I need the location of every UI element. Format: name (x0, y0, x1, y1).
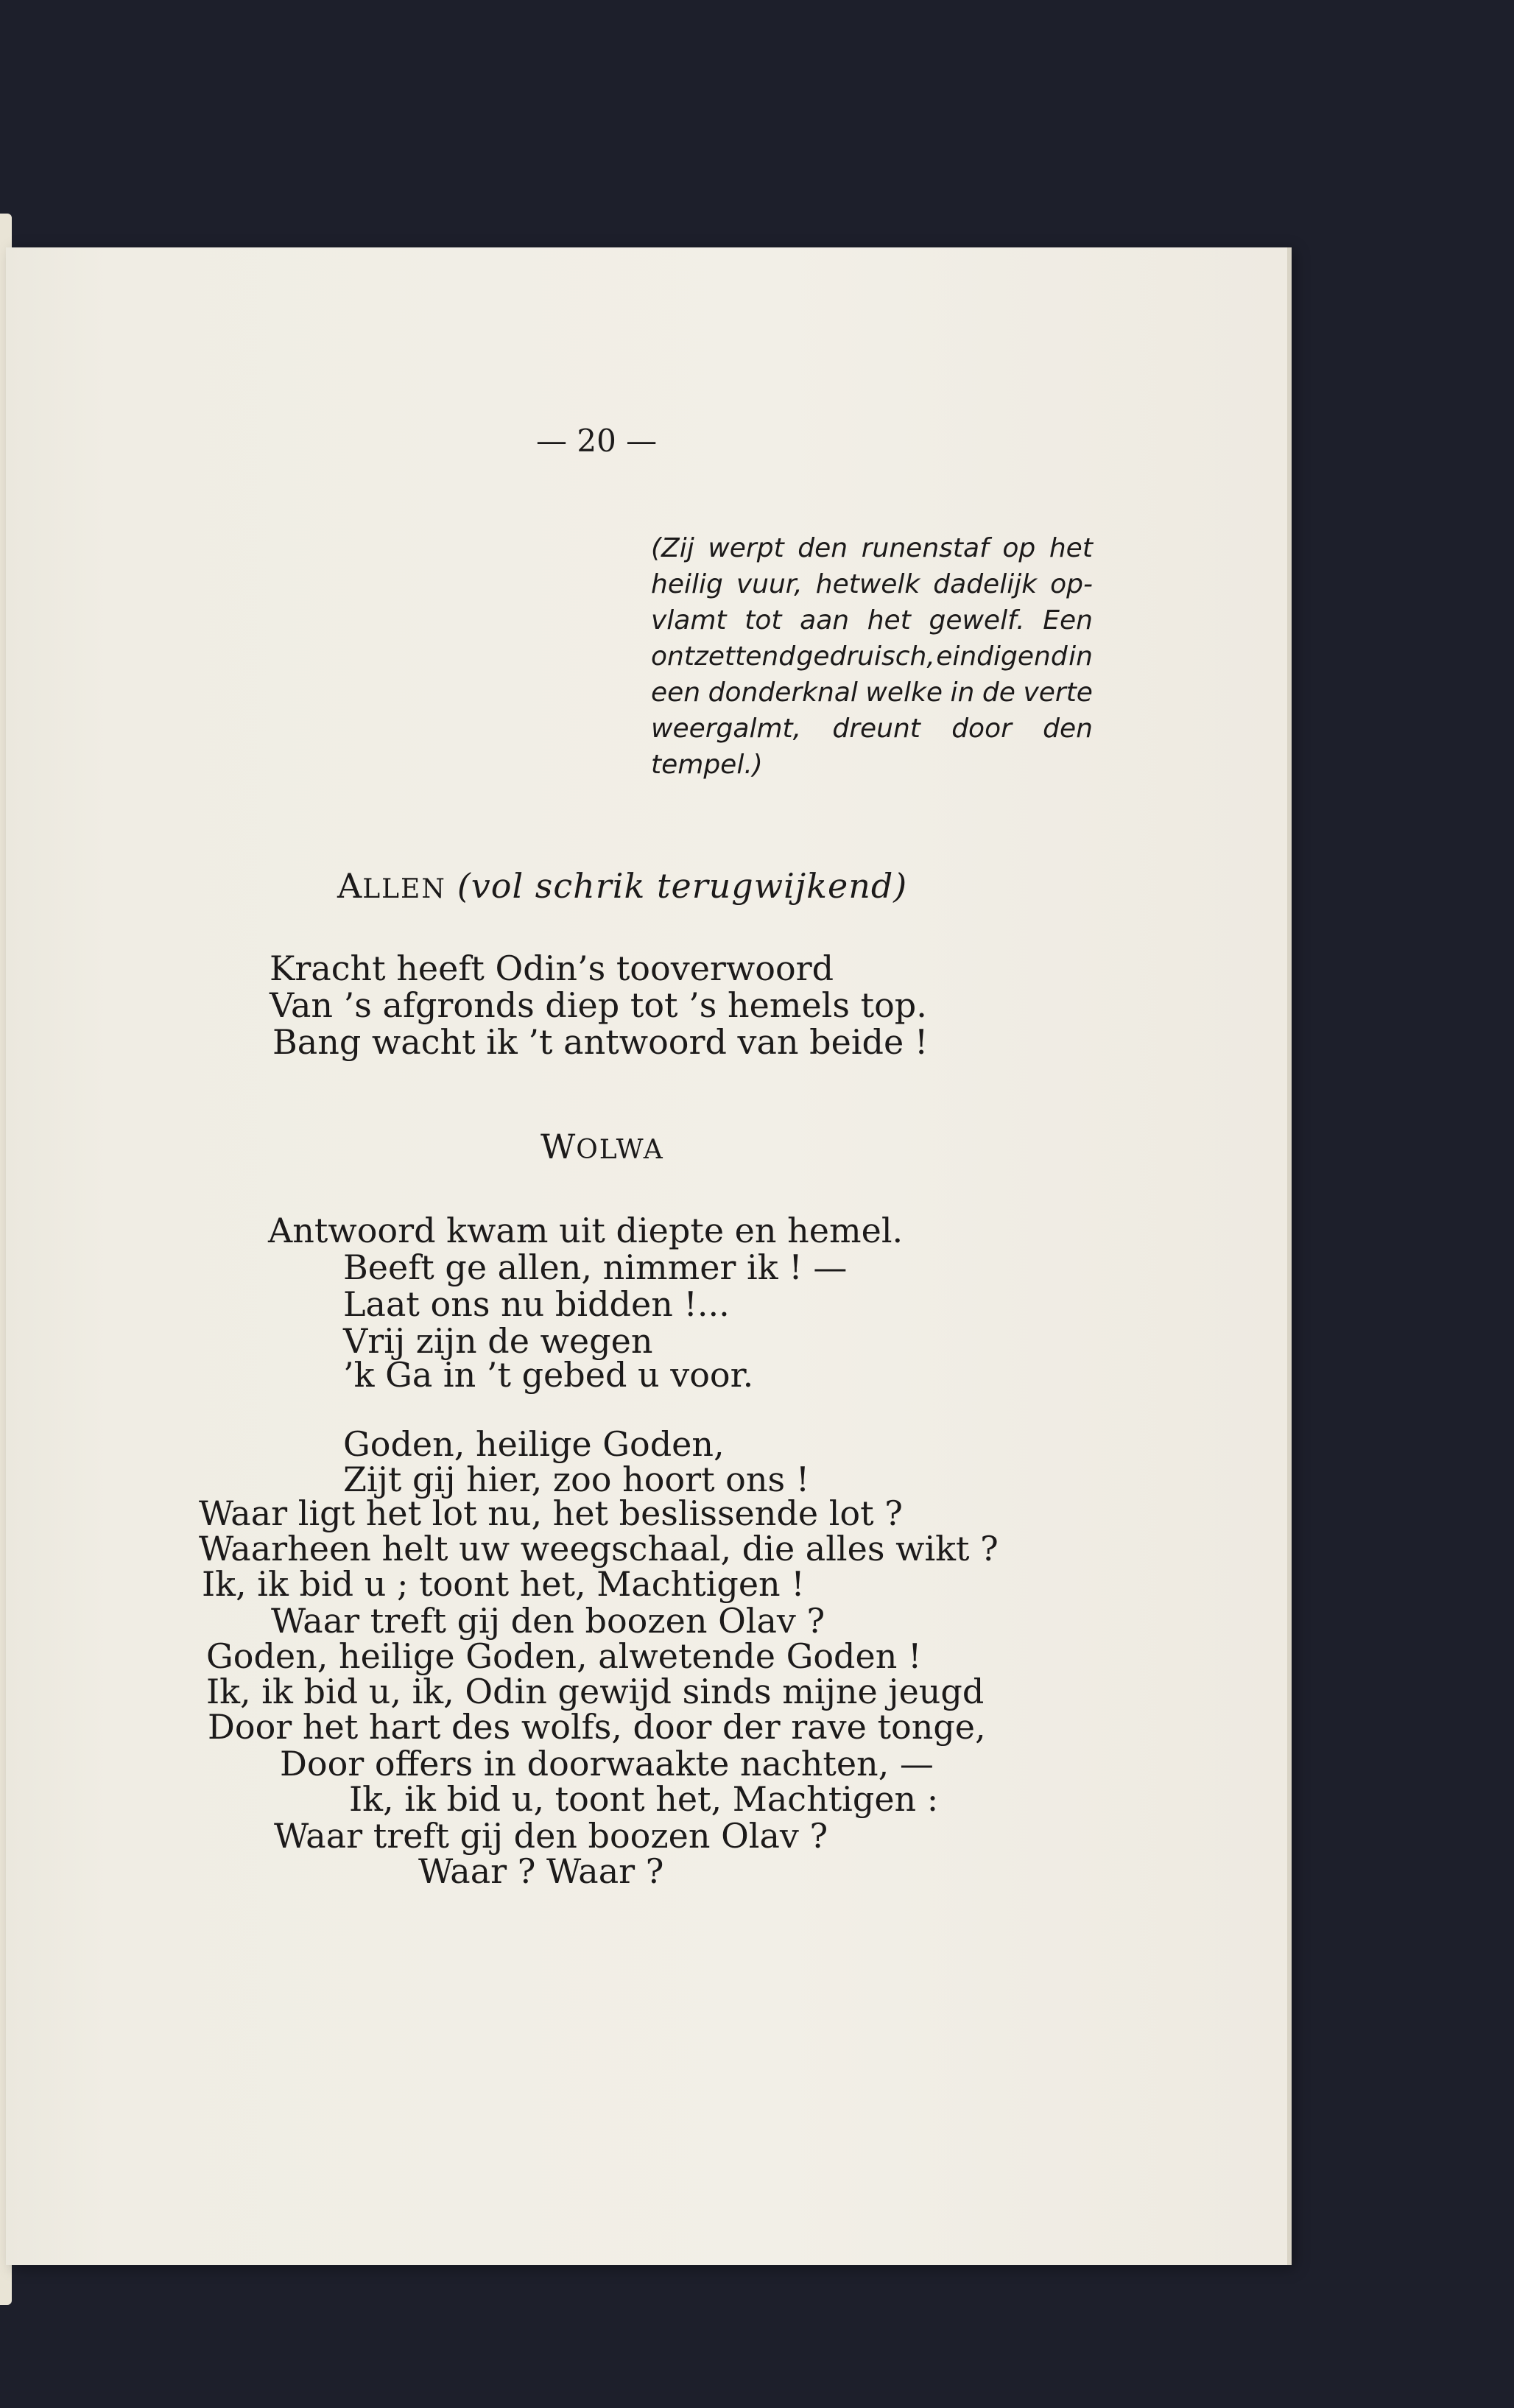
stage-direction-word: een (651, 677, 701, 708)
stage-direction-word: door (951, 714, 1012, 744)
verse-line: Ik, ik bid u ; toont het, Machtigen ! (202, 1564, 805, 1604)
stage-direction-word: dreunt (832, 714, 920, 744)
verse-line: Waar ligt het lot nu, het beslissende lot ? (199, 1493, 903, 1533)
verse-line: Ik, ik bid u, ik, Odin gewijd sinds mijne jeugd (206, 1672, 985, 1711)
speaker-allen-rest: LLEN (362, 874, 446, 904)
verse-line: Beeft ge allen, nimmer ik ! — (343, 1247, 848, 1287)
speaker-wolwa-initial: W (541, 1127, 577, 1166)
stage-direction-word: in (1068, 641, 1093, 672)
stage-direction-word: op (1002, 533, 1036, 563)
verse-line: Bang wacht ik ’t antwoord van beide ! (272, 1022, 929, 1062)
stage-direction-word: vuur, (736, 569, 803, 599)
stage-direction-word: tot (744, 605, 782, 636)
stage-direction-word: aan (800, 605, 850, 636)
speaker-allen-initial: A (337, 866, 363, 906)
verse-line: Laat ons nu bidden !... (343, 1284, 730, 1324)
speaker-wolwa-rest: OLWA (576, 1135, 664, 1165)
stage-direction-word: runenstaf (861, 533, 989, 563)
verse-line: Antwoord kwam uit diepte en hemel. (268, 1211, 904, 1250)
stage-direction-word: de (982, 677, 1015, 708)
stage-direction-word: op- (1050, 569, 1093, 599)
stage-direction-word: het (867, 605, 911, 636)
speaker-allen-direction: (vol schrik terugwijkend) (457, 866, 908, 906)
stage-direction-word: hetwelk (815, 569, 920, 599)
verse-line: Zijt gij hier, zoo hoort ons ! (343, 1460, 810, 1499)
speaker-wolwa (541, 1127, 664, 1166)
stage-direction-word: het (1049, 533, 1093, 563)
stage-direction-word: donderknal (708, 677, 858, 708)
verse-line: Waar treft gij den boozen Olav ? (274, 1816, 828, 1856)
stage-direction-line (651, 747, 1093, 783)
stage-direction-line (651, 711, 1093, 747)
verse-line: ’k Ga in ’t gebed u voor. (343, 1355, 754, 1395)
verse-line: Waar treft gij den boozen Olav ? (271, 1601, 825, 1641)
verse-line: Ik, ik bid u, toont het, Machtigen : (349, 1779, 939, 1819)
page-number: — 20 — (536, 423, 658, 459)
stage-direction-word: vlamt (651, 605, 727, 636)
verse-line: Goden, heilige Goden, (343, 1424, 725, 1464)
stage-direction-line (651, 530, 1093, 566)
stage-direction-word: in (950, 677, 975, 708)
verse-line: Kracht heeft Odin’s tooverwoord (270, 948, 834, 988)
verse-line: Door het hart des wolfs, door der rave tonge, (208, 1707, 986, 1747)
stage-direction-word: weergalmt, (651, 714, 802, 744)
stage-direction-word: tempel.) (651, 750, 763, 780)
stage-direction-word: werpt (708, 533, 784, 563)
stage-direction-line (651, 566, 1093, 602)
stage-direction-word: eindigend (936, 641, 1068, 672)
stage-direction-word: ontzettend (651, 641, 796, 672)
stage-direction-word: dadelijk (933, 569, 1038, 599)
verse-line: Door offers in doorwaakte nachten, — (280, 1744, 934, 1784)
stage-direction-line (651, 602, 1093, 638)
speaker-allen (337, 866, 908, 906)
stage-direction-line (651, 675, 1093, 711)
stage-direction-word: welke (865, 677, 943, 708)
verse-line: Van ’s afgronds diep tot ’s hemels top. (270, 985, 927, 1025)
verse-line: Goden, heilige Goden, alwetende Goden ! (206, 1636, 922, 1676)
stage-direction-word: heilig (651, 569, 723, 599)
stage-direction-word: (Zij (651, 533, 694, 563)
stage-direction-word: den (798, 533, 848, 563)
verse-line: Waar ? Waar ? (418, 1851, 664, 1891)
stage-direction-word: gedruisch, (796, 641, 935, 672)
stage-direction-word: den (1043, 714, 1093, 744)
stage-direction (651, 530, 1093, 783)
stage-direction-line (651, 638, 1093, 675)
verse-line: Vrij zijn de wegen (343, 1321, 653, 1361)
stage-direction-word: Een (1043, 605, 1093, 636)
stage-direction-word: gewelf. (929, 605, 1025, 636)
stage-direction-word: verte (1023, 677, 1093, 708)
verse-line: Waarheen helt uw weegschaal, die alles wikt ? (199, 1529, 999, 1569)
